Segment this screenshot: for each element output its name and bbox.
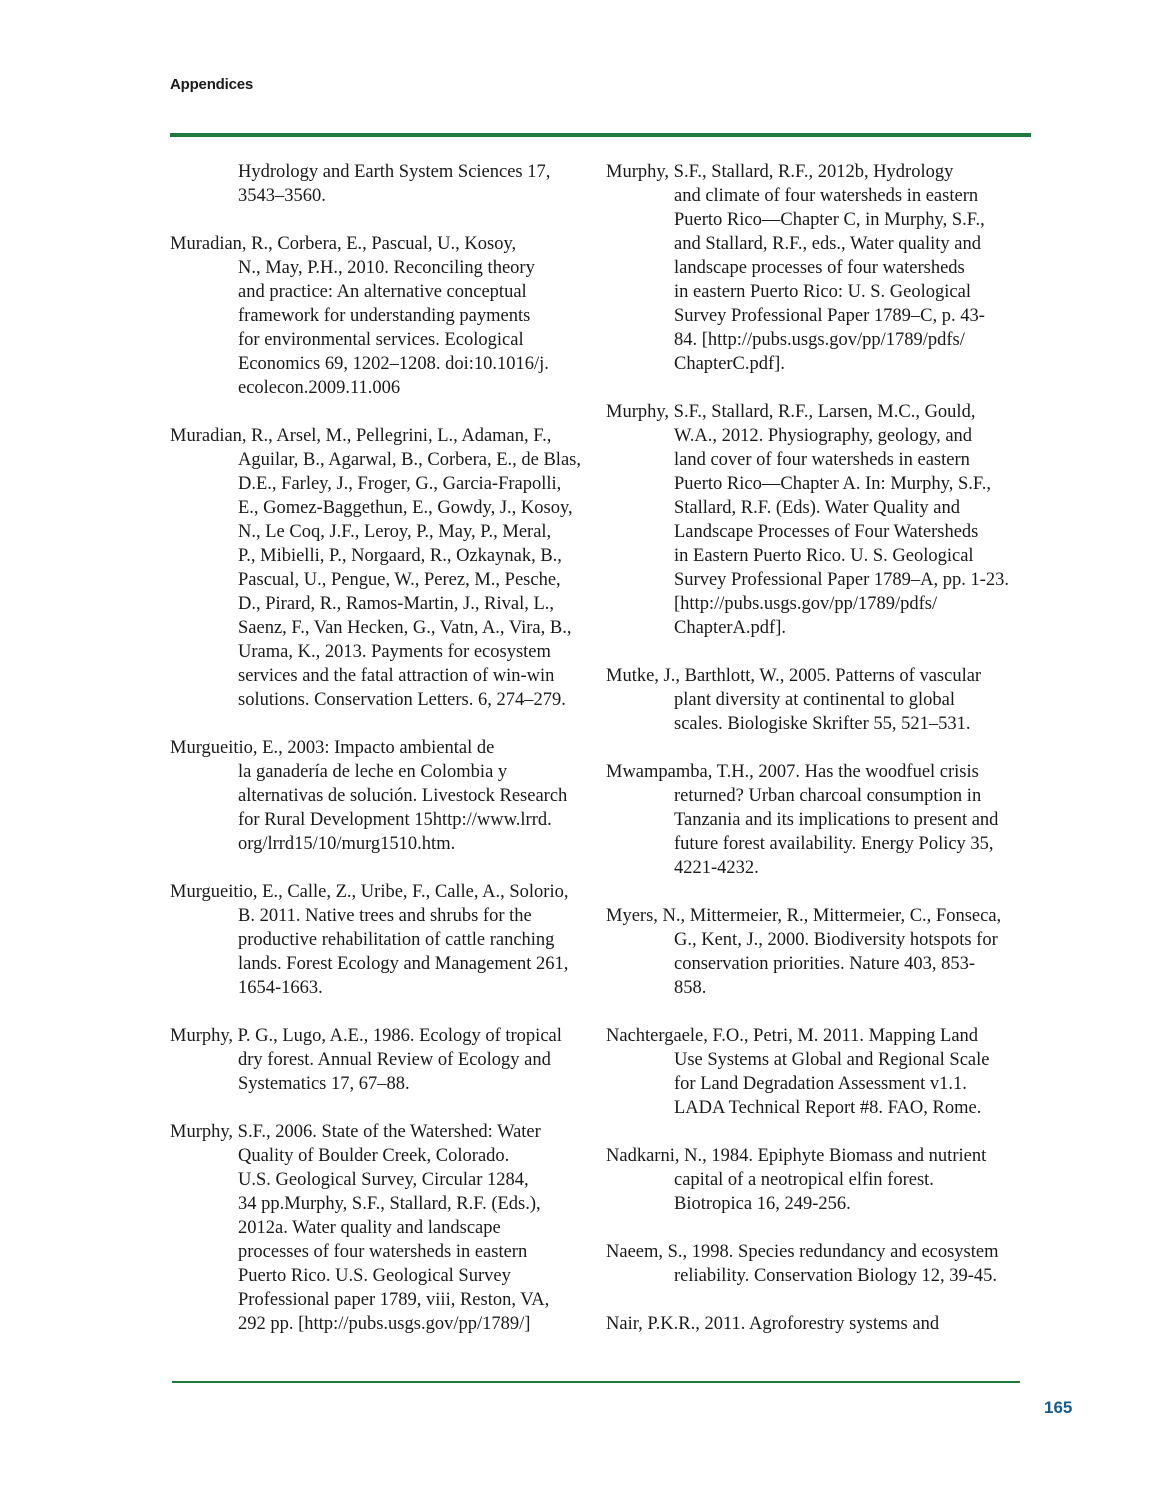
reference-line: processes of four watersheds in eastern <box>238 1242 528 1262</box>
reference-line: D., Pirard, R., Ramos-Martin, J., Rival, L., <box>238 594 555 614</box>
reference-entry <box>606 760 1031 880</box>
reference-line: 84. [http://pubs.usgs.gov/pp/1789/pdfs/ <box>674 330 965 350</box>
reference-line: Naeem, S., 1998. Species redundancy and ecosystem <box>606 1242 999 1262</box>
reference-entry <box>606 1024 1031 1120</box>
reference-entry <box>606 1144 1031 1216</box>
reference-line: future forest availability. Energy Policy 35, <box>674 834 994 854</box>
reference-column-right <box>606 160 1031 1360</box>
reference-line: Hydrology and Earth System Sciences 17, <box>238 162 551 182</box>
reference-line: Urama, K., 2013. Payments for ecosystem <box>238 642 551 662</box>
reference-line: Muradian, R., Corbera, E., Pascual, U., Kosoy, <box>170 234 517 254</box>
reference-entry <box>170 160 590 208</box>
reference-line: Murphy, S.F., 2006. State of the Watershed: Water <box>170 1122 541 1142</box>
reference-line: for Rural Development 15http://www.lrrd. <box>238 810 552 830</box>
reference-line: land cover of four watersheds in eastern <box>674 450 970 470</box>
reference-entry <box>170 1024 590 1096</box>
reference-line: E., Gomez-Baggethun, E., Gowdy, J., Kosoy, <box>238 498 573 518</box>
reference-line: Use Systems at Global and Regional Scale <box>674 1050 990 1070</box>
reference-line: W.A., 2012. Physiography, geology, and <box>674 426 973 446</box>
reference-line: 1654-1663. <box>238 978 323 998</box>
footer-rule <box>172 1381 1020 1383</box>
reference-column-left <box>170 160 590 1360</box>
reference-line: 4221-4232. <box>674 858 759 878</box>
reference-line: Nachtergaele, F.O., Petri, M. 2011. Mapping Land <box>606 1026 979 1046</box>
reference-line: services and the fatal attraction of win-win <box>238 666 555 686</box>
reference-line: P., Mibielli, P., Norgaard, R., Ozkaynak, B., <box>238 546 562 566</box>
reference-line: scales. Biologiske Skrifter 55, 521–531. <box>674 714 971 734</box>
reference-line: in Eastern Puerto Rico. U. S. Geological <box>674 546 974 566</box>
reference-entry <box>606 1240 1031 1288</box>
reference-line: Professional paper 1789, viii, Reston, VA, <box>238 1290 550 1310</box>
reference-line: and Stallard, R.F., eds., Water quality and <box>674 234 982 254</box>
reference-line: conservation priorities. Nature 403, 853- <box>674 954 976 974</box>
reference-entry <box>170 1120 590 1336</box>
reference-line: N., Le Coq, J.F., Leroy, P., May, P., Meral, <box>238 522 552 542</box>
reference-line: org/lrrd15/10/murg1510.htm. <box>238 834 456 854</box>
reference-line: Stallard, R.F. (Eds). Water Quality and <box>674 498 960 518</box>
reference-line: Murphy, P. G., Lugo, A.E., 1986. Ecology of tropical <box>170 1026 562 1046</box>
reference-line: ChapterC.pdf]. <box>674 354 785 374</box>
reference-entry <box>606 400 1031 640</box>
reference-line: for Land Degradation Assessment v1.1. <box>674 1074 967 1094</box>
reference-entry <box>606 664 1031 736</box>
reference-line: 3543–3560. <box>238 186 326 206</box>
reference-line: returned? Urban charcoal consumption in <box>674 786 982 806</box>
reference-line: and climate of four watersheds in eastern <box>674 186 979 206</box>
reference-line: landscape processes of four watersheds <box>674 258 965 278</box>
reference-line: D.E., Farley, J., Froger, G., Garcia-Frapolli, <box>238 474 562 494</box>
reference-line: Survey Professional Paper 1789–A, pp. 1-23. <box>674 570 1010 590</box>
reference-line: Quality of Boulder Creek, Colorado. <box>238 1146 510 1166</box>
reference-line: for environmental services. Ecological <box>238 330 524 350</box>
reference-line: plant diversity at continental to global <box>674 690 956 710</box>
reference-line: Murphy, S.F., Stallard, R.F., Larsen, M.C., Gould, <box>606 402 976 422</box>
reference-line: Mutke, J., Barthlott, W., 2005. Patterns of vascular <box>606 666 982 686</box>
reference-entry <box>606 1312 1031 1336</box>
reference-line: Nadkarni, N., 1984. Epiphyte Biomass and nutrient <box>606 1146 987 1166</box>
reference-line: Murphy, S.F., Stallard, R.F., 2012b, Hydrology <box>606 162 954 182</box>
reference-line: capital of a neotropical elfin forest. <box>674 1170 934 1190</box>
reference-line: Pascual, U., Pengue, W., Perez, M., Pesche, <box>238 570 561 590</box>
reference-entry <box>170 232 590 400</box>
reference-line: U.S. Geological Survey, Circular 1284, <box>238 1170 529 1190</box>
reference-line: 2012a. Water quality and landscape <box>238 1218 501 1238</box>
reference-line: lands. Forest Ecology and Management 261, <box>238 954 569 974</box>
reference-line: Puerto Rico—Chapter C, in Murphy, S.F., <box>674 210 985 230</box>
reference-line: Biotropica 16, 249-256. <box>674 1194 851 1214</box>
reference-line: productive rehabilitation of cattle ranching <box>238 930 555 950</box>
reference-entry <box>606 160 1031 376</box>
reference-line: reliability. Conservation Biology 12, 39-45. <box>674 1266 998 1286</box>
header-rule <box>170 133 1031 137</box>
page-number: 165 <box>1044 1398 1073 1417</box>
reference-line: Puerto Rico—Chapter A. In: Murphy, S.F., <box>674 474 991 494</box>
reference-line: and practice: An alternative conceptual <box>238 282 527 302</box>
running-header: Appendices <box>170 76 254 93</box>
reference-line: alternativas de solución. Livestock Research <box>238 786 568 806</box>
reference-line: ChapterA.pdf]. <box>674 618 786 638</box>
reference-line: 858. <box>674 978 707 998</box>
reference-line: Systematics 17, 67–88. <box>238 1074 410 1094</box>
reference-line: N., May, P.H., 2010. Reconciling theory <box>238 258 535 278</box>
reference-line: Murgueitio, E., Calle, Z., Uribe, F., Calle, A., Solorio, <box>170 882 569 902</box>
reference-line: LADA Technical Report #8. FAO, Rome. <box>674 1098 982 1118</box>
reference-line: [http://pubs.usgs.gov/pp/1789/pdfs/ <box>674 594 938 614</box>
reference-entry <box>170 736 590 856</box>
reference-line: Aguilar, B., Agarwal, B., Corbera, E., de Blas, <box>238 450 581 470</box>
reference-line: dry forest. Annual Review of Ecology and <box>238 1050 551 1070</box>
reference-entry <box>170 880 590 1000</box>
reference-line: G., Kent, J., 2000. Biodiversity hotspots for <box>674 930 998 950</box>
reference-line: Puerto Rico. U.S. Geological Survey <box>238 1266 511 1286</box>
reference-entry <box>170 424 590 712</box>
reference-line: Economics 69, 1202–1208. doi:10.1016/j. <box>238 354 549 374</box>
reference-line: framework for understanding payments <box>238 306 531 326</box>
reference-line: Murgueitio, E., 2003: Impacto ambiental de <box>170 738 495 758</box>
reference-line: 34 pp.Murphy, S.F., Stallard, R.F. (Eds.), <box>238 1194 541 1214</box>
reference-line: ecolecon.2009.11.006 <box>238 378 401 398</box>
reference-line: solutions. Conservation Letters. 6, 274–279. <box>238 690 566 710</box>
reference-entry <box>606 904 1031 1000</box>
reference-line: in eastern Puerto Rico: U. S. Geological <box>674 282 971 302</box>
reference-line: Survey Professional Paper 1789–C, p. 43- <box>674 306 985 326</box>
reference-line: Mwampamba, T.H., 2007. Has the woodfuel crisis <box>606 762 979 782</box>
reference-line: B. 2011. Native trees and shrubs for the <box>238 906 532 926</box>
reference-line: 292 pp. [http://pubs.usgs.gov/pp/1789/] <box>238 1314 531 1334</box>
reference-line: Myers, N., Mittermeier, R., Mittermeier, C., Fonseca, <box>606 906 1002 926</box>
reference-line: Tanzania and its implications to present and <box>674 810 999 830</box>
reference-line: Nair, P.K.R., 2011. Agroforestry systems and <box>606 1314 940 1334</box>
reference-line: Landscape Processes of Four Watersheds <box>674 522 979 542</box>
reference-line: Muradian, R., Arsel, M., Pellegrini, L., Adaman, F., <box>170 426 552 446</box>
reference-line: Saenz, F., Van Hecken, G., Vatn, A., Vira, B., <box>238 618 572 638</box>
reference-line: la ganadería de leche en Colombia y <box>238 762 508 782</box>
